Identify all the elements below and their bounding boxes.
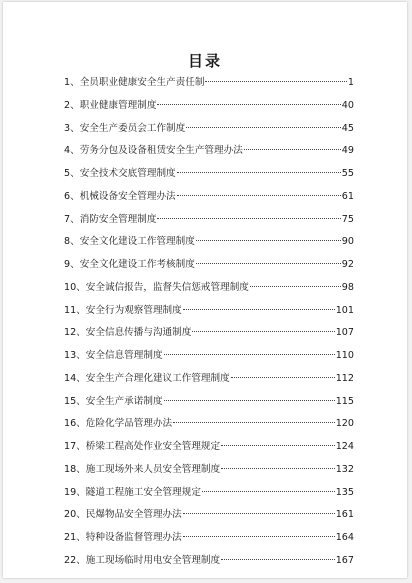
toc-leader-dots (250, 286, 341, 287)
toc-entry-label: 15、安全生产承诺制度 (64, 395, 163, 407)
toc-leader-dots (157, 218, 340, 219)
toc-entry-page-number: 161 (335, 509, 354, 521)
toc-leader-dots (173, 422, 335, 423)
toc-entry-page-number: 112 (335, 372, 354, 384)
toc-entry-label: 11、安全行为观察管理制度 (64, 304, 182, 316)
toc-entry-page-number: 132 (335, 463, 354, 475)
toc-leader-dots (186, 127, 341, 128)
toc-entry-label: 2、职业健康管理制度 (64, 99, 157, 111)
toc-entry-label: 10、安全诚信报告，监督失信惩戒管理制度 (64, 281, 249, 293)
toc-leader-dots (221, 468, 335, 469)
toc-entry[interactable] (64, 413, 354, 436)
toc-entry-page-number: 115 (335, 395, 354, 407)
toc-entry[interactable] (64, 300, 354, 323)
toc-entry-label: 22、施工现场临时用电安全管理制度 (64, 554, 221, 566)
toc-entry-label: 8、安全文化建设工作管理制度 (64, 236, 195, 248)
toc-entry-label: 6、机械设备安全管理办法 (64, 190, 176, 202)
table-of-contents (64, 72, 354, 573)
toc-leader-dots (157, 104, 340, 105)
toc-entry-label: 21、特种设备监督管理办法 (64, 532, 182, 543)
toc-entry-label: 12、安全信息传播与沟通制度 (64, 327, 192, 339)
toc-entry-label: 18、施工现场外来人员安全管理制度 (64, 463, 221, 475)
toc-entry[interactable] (64, 527, 354, 550)
toc-entry-label: 4、劳务分包及设备租赁安全生产管理办法 (64, 145, 243, 157)
toc-leader-dots (196, 263, 341, 264)
toc-entry-page-number: 101 (335, 304, 354, 316)
toc-entry[interactable] (64, 277, 354, 300)
toc-entry[interactable] (64, 72, 354, 95)
toc-leader-dots (244, 149, 341, 150)
toc-entry-page-number: 124 (335, 441, 354, 452)
toc-entry-page-number: 167 (335, 554, 354, 566)
toc-entry-label: 7、消防安全管理制度 (64, 213, 157, 225)
toc-entry[interactable] (64, 391, 354, 414)
toc-entry[interactable] (64, 482, 354, 505)
toc-entry-page-number: 135 (335, 486, 354, 498)
toc-entry[interactable] (64, 186, 354, 209)
toc-leader-dots (183, 309, 335, 310)
toc-entry-label: 16、危险化学品管理办法 (64, 418, 173, 430)
toc-entry-page-number: 61 (341, 190, 354, 202)
toc-leader-dots (221, 559, 335, 560)
toc-leader-dots (164, 354, 335, 355)
document-page (3, 2, 407, 578)
toc-entry[interactable] (64, 231, 354, 254)
toc-leader-dots (164, 400, 335, 401)
toc-entry-page-number: 55 (341, 168, 354, 179)
toc-entry-label: 3、安全生产委员会工作制度 (64, 122, 186, 134)
toc-leader-dots (183, 513, 335, 514)
toc-entry-label: 17、桥梁工程高处作业安全管理规定 (64, 441, 221, 452)
toc-leader-dots (192, 331, 334, 332)
toc-entry-label: 1、全员职业健康安全生产责任制 (64, 77, 205, 88)
toc-entry-page-number: 90 (341, 236, 354, 248)
toc-leader-dots (205, 81, 346, 82)
toc-leader-dots (177, 195, 341, 196)
toc-entry-label: 5、安全技术交底管理制度 (64, 168, 176, 179)
toc-leader-dots (202, 491, 335, 492)
toc-entry-page-number: 40 (341, 99, 354, 111)
toc-entry-page-number: 98 (341, 281, 354, 293)
toc-entry[interactable] (64, 368, 354, 391)
toc-entry[interactable] (64, 345, 354, 368)
toc-leader-dots (177, 172, 341, 173)
toc-entry-page-number: 1 (347, 77, 354, 88)
toc-entry[interactable] (64, 140, 354, 163)
toc-entry-label: 14、安全生产合理化建议工作管理制度 (64, 372, 230, 384)
toc-entry-page-number: 45 (341, 122, 354, 134)
toc-entry[interactable] (64, 504, 354, 527)
toc-entry-page-number: 75 (341, 213, 354, 225)
toc-entry[interactable] (64, 118, 354, 141)
toc-entry[interactable] (64, 95, 354, 118)
toc-title: 目录 (187, 52, 222, 70)
toc-entry-page-number: 49 (341, 145, 354, 157)
toc-entry[interactable] (64, 209, 354, 232)
toc-entry[interactable] (64, 550, 354, 573)
toc-entry[interactable] (64, 459, 354, 482)
toc-leader-dots (183, 536, 335, 537)
toc-entry-page-number: 92 (341, 259, 354, 270)
toc-leader-dots (231, 377, 335, 378)
toc-entry-page-number: 120 (335, 418, 354, 430)
toc-entry-page-number: 164 (335, 532, 354, 543)
toc-entry-page-number: 110 (335, 350, 354, 361)
toc-entry[interactable] (64, 436, 354, 459)
toc-leader-dots (196, 240, 341, 241)
toc-leader-dots (221, 445, 335, 446)
toc-entry[interactable] (64, 254, 354, 277)
toc-entry-label: 9、安全文化建设工作考核制度 (64, 259, 195, 270)
toc-entry-label: 19、隧道工程施工安全管理规定 (64, 486, 201, 498)
toc-entry[interactable] (64, 322, 354, 345)
toc-entry[interactable] (64, 163, 354, 186)
toc-entry-label: 20、民爆物品安全管理办法 (64, 509, 182, 521)
toc-entry-page-number: 107 (335, 327, 354, 339)
toc-entry-label: 13、安全信息管理制度 (64, 350, 163, 361)
